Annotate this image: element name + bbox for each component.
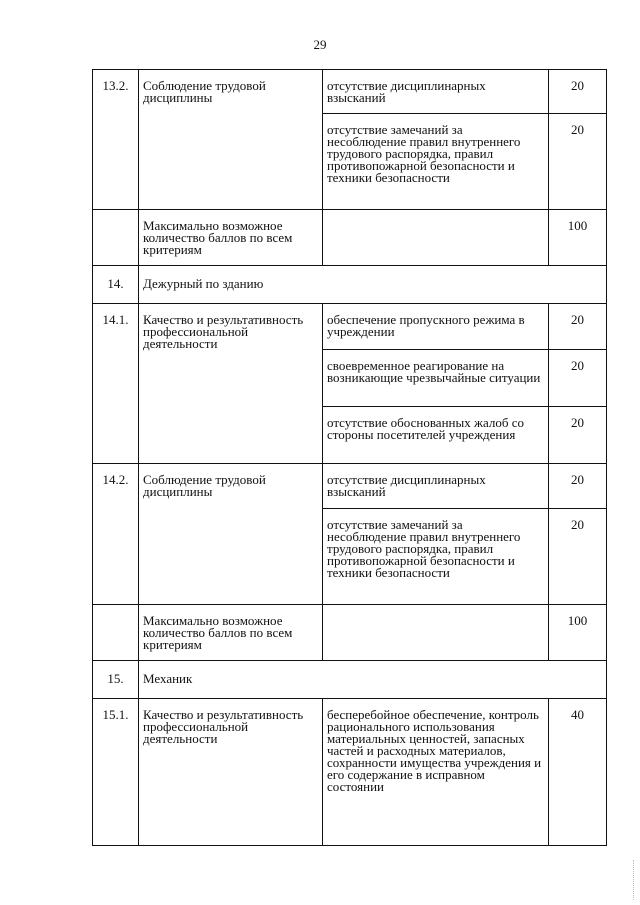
points-cell: 100	[549, 605, 607, 661]
section-title: Механик	[139, 661, 607, 699]
points-cell: 20	[549, 70, 607, 114]
points-cell: 20	[549, 509, 607, 605]
indicator-cell: бесперебойное обеспечение, контроль рационального использования материальных ценностей, запасных частей и расходных материалов, сохранности имущества учреждения и его содержание в исправном состоянии	[323, 699, 549, 846]
points-cell: 40	[549, 699, 607, 846]
scan-edge-mark	[632, 860, 634, 900]
item-number: 15.1.	[93, 699, 139, 846]
criteria-table	[92, 69, 607, 846]
item-number: 14.2.	[93, 464, 139, 605]
indicator-cell: отсутствие замечаний за несоблюдение правил внутреннего трудового распорядка, правил противопожарной безопасности и техники безопасности	[323, 509, 549, 605]
points-cell: 20	[549, 350, 607, 407]
points-cell: 20	[549, 114, 607, 210]
section-row	[93, 661, 607, 699]
item-number: 13.2.	[93, 70, 139, 210]
table-row	[93, 464, 607, 509]
indicator-cell: отсутствие обоснованных жалоб со стороны посетителей учреждения	[323, 407, 549, 464]
criterion-cell: Качество и результативность профессиональной деятельности	[139, 304, 323, 464]
section-number: 14.	[93, 266, 139, 304]
item-number	[93, 605, 139, 661]
indicator-cell: отсутствие дисциплинарных взысканий	[323, 70, 549, 114]
section-row	[93, 266, 607, 304]
points-cell: 20	[549, 304, 607, 350]
criterion-cell: Качество и результативность профессиональной деятельности	[139, 699, 323, 846]
points-cell: 100	[549, 210, 607, 266]
table-row	[93, 304, 607, 350]
points-cell: 20	[549, 407, 607, 464]
item-number	[93, 210, 139, 266]
item-number: 14.1.	[93, 304, 139, 464]
indicator-cell: отсутствие дисциплинарных взысканий	[323, 464, 549, 509]
table-row	[93, 605, 607, 661]
page-number: 29	[313, 37, 327, 52]
table-row	[93, 70, 607, 114]
section-title: Дежурный по зданию	[139, 266, 607, 304]
section-number: 15.	[93, 661, 139, 699]
criterion-cell: Соблюдение трудовой дисциплины	[139, 70, 323, 210]
indicator-cell: своевременное реагирование на возникающие чрезвычайные ситуации	[323, 350, 549, 407]
indicator-cell	[323, 605, 549, 661]
criterion-cell: Соблюдение трудовой дисциплины	[139, 464, 323, 605]
points-cell: 20	[549, 464, 607, 509]
criterion-cell: Максимально возможное количество баллов по всем критериям	[139, 210, 323, 266]
indicator-cell: отсутствие замечаний за несоблюдение правил внутреннего трудового распорядка, правил противопожарной безопасности и техники безопасности	[323, 114, 549, 210]
table-row	[93, 210, 607, 266]
indicator-cell: обеспечение пропускного режима в учреждении	[323, 304, 549, 350]
criterion-cell: Максимально возможное количество баллов по всем критериям	[139, 605, 323, 661]
table-row	[93, 699, 607, 846]
indicator-cell	[323, 210, 549, 266]
